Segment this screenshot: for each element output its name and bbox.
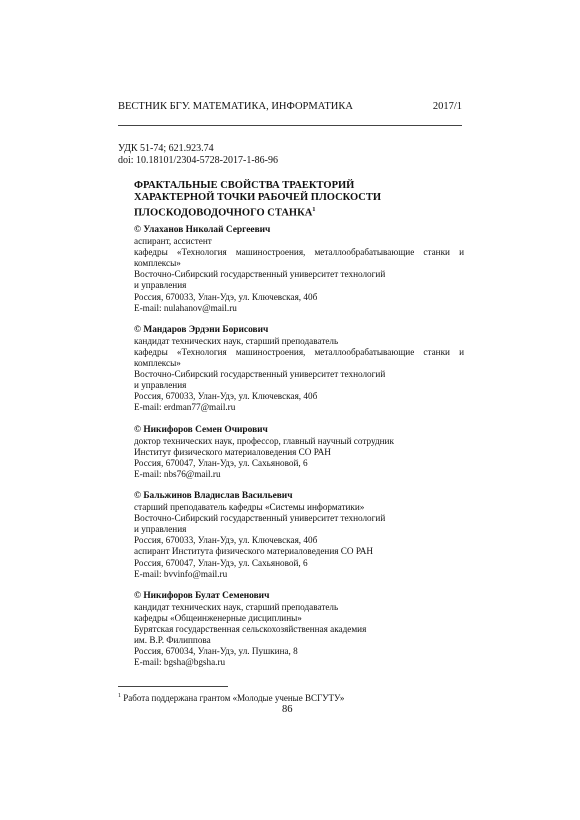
author-address: Россия, 670033, Улан-Удэ, ул. Ключевская, 40б [134,291,318,302]
author-affiliation: и управления [134,524,187,535]
title-line: ФРАКТАЛЬНЫЕ СВОЙСТВА ТРАЕКТОРИЙ [134,180,355,191]
author-address: Россия, 670033, Улан-Удэ, ул. Ключевская, 40б [134,535,318,546]
author-email: E-mail: bgsha@bgsha.ru [134,657,226,668]
title-line: ХАРАКТЕРНОЙ ТОЧКИ РАБОЧЕЙ ПЛОСКОСТИ [134,192,382,203]
author-email: E-mail: nbs76@mail.ru [134,468,221,479]
author-block [134,425,464,480]
author-department: кафедры «Технология машиностроения, металлообрабатывающие станки и комплексы» [134,346,464,369]
author-position: старший преподаватель кафедры «Системы информатики» [134,502,365,513]
author-block [134,491,464,580]
author-email: E-mail: nulahanov@mail.ru [134,302,237,313]
author-affiliation: Восточно-Сибирский государственный университет технологий [134,369,386,380]
article-title [134,180,464,220]
author-department: кафедры «Технология машиностроения, металлообрабатывающие станки и комплексы» [134,247,464,269]
author-affiliation: Восточно-Сибирский государственный университет технологий [134,513,386,524]
author-block [134,591,464,669]
doi: doi: 10.18101/2304-5728-2017-1-86-96 [118,155,278,166]
issue-number: 2017/1 [432,101,462,112]
author-department: кафедры «Общеинженерные дисциплины» [134,612,302,623]
footnote-text: Работа поддержана грантом «Молодые ученые ВСГУТУ» [121,693,345,703]
author-affiliation: Институт физического материаловедения СО РАН [134,446,331,457]
journal-title: ВЕСТНИК БГУ. МАТЕМАТИКА, ИНФОРМАТИКА [118,101,353,112]
author-name: © Мандаров Эрдэни Борисович [134,324,269,335]
author-list [134,225,464,679]
author-affiliation: Бурятская государственная сельскохозяйственная академия [134,624,367,634]
author-position: аспирант, ассистент [134,236,212,247]
running-header [118,101,462,112]
author-affiliation: им. В.Р. Филиппова [134,635,211,646]
author-position: аспирант Института физического материаловедения СО РАН [134,546,374,557]
author-block [134,225,464,314]
author-position: доктор технических наук, профессор, главный научный сотрудник [134,435,394,446]
author-address: Россия, 670047, Улан-Удэ, ул. Сахьяновой, 6 [134,457,308,468]
author-affiliation: и управления [134,380,187,391]
author-address: Россия, 670034, Улан-Удэ, ул. Пушкина, 8 [134,646,298,657]
author-block [134,325,464,414]
title-line: ПЛОСКОДОВОДОЧНОГО СТАНКА$^1$ [134,206,316,219]
author-email: E-mail: bvvinfo@mail.ru [134,568,228,579]
footnote-number: 1 [118,693,121,699]
author-email: E-mail: erdman77@mail.ru [134,402,236,413]
footnote-divider [118,686,228,687]
author-name: © Никифоров Семен Очирович [134,424,268,435]
author-name: © Улаханов Николай Сергеевич [134,225,271,235]
author-name: © Бальжинов Владислав Васильевич [134,490,293,501]
author-address: Россия, 670047, Улан-Удэ, ул. Сахьяновой, 6 [134,557,308,568]
header-divider [118,125,462,126]
udk-code: УДК 51-74; 621.923.74 [118,143,214,154]
author-address: Россия, 670033, Улан-Удэ, ул. Ключевская, 40б [134,391,318,402]
author-position: кандидат технических наук, старший преподаватель [134,335,339,346]
article-identifiers [118,143,278,167]
page-number: 86 [282,704,293,715]
author-affiliation: Восточно-Сибирский государственный университет технологий [134,269,386,280]
author-affiliation: и управления [134,280,187,291]
author-name: © Никифоров Булат Семенович [134,590,270,601]
footnote [118,693,344,703]
footnote-mark: 1 [312,206,316,213]
author-position: кандидат технических наук, старший преподаватель [134,601,339,612]
